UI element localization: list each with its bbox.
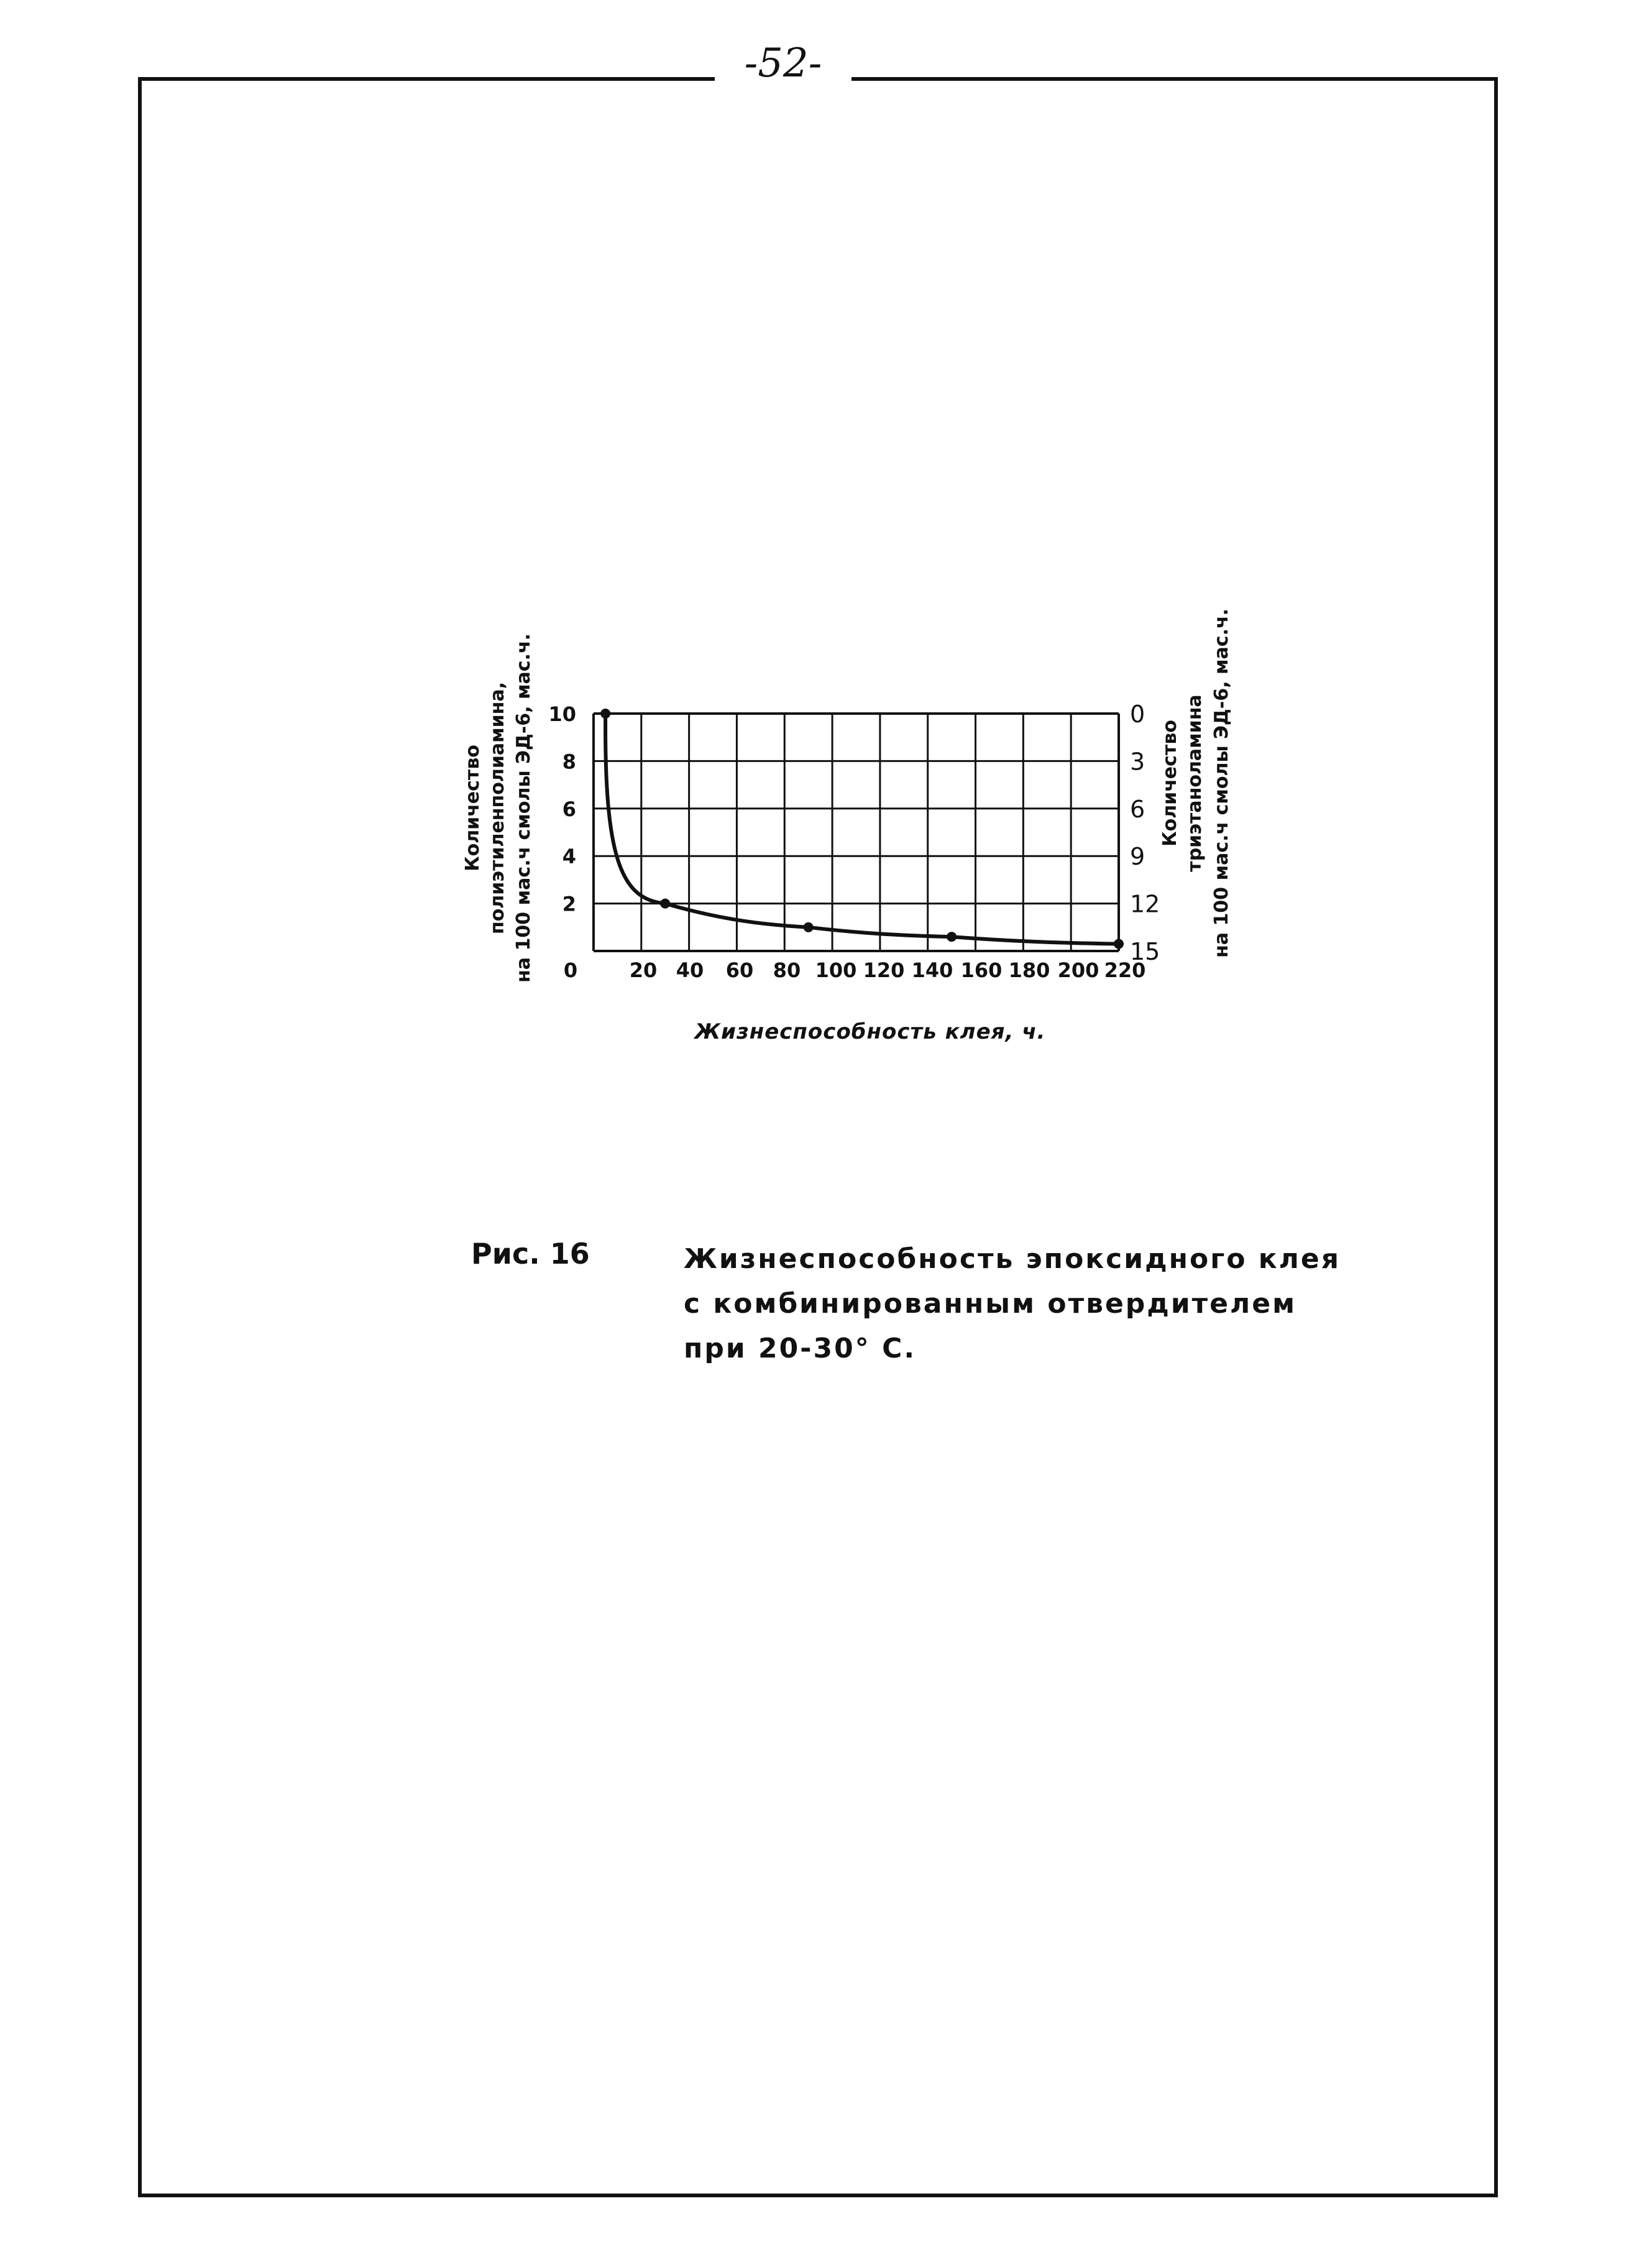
y-tick-label-left: 2: [562, 892, 576, 916]
y-tick-label-left: 4: [562, 845, 576, 869]
chart-axis-labels: [462, 609, 1232, 983]
y-tick-label-left: 10: [548, 702, 576, 726]
x-tick-label: 60: [725, 958, 754, 982]
y-axis-label-right: Количество: [1159, 720, 1181, 847]
chart-ticks: [548, 701, 1160, 982]
x-tick-label: 80: [773, 958, 801, 982]
y-axis-label-right: на 100 мас.ч смолы ЭД-6, мас.ч.: [1211, 609, 1232, 958]
x-tick-label: 160: [960, 958, 1003, 982]
page-number: -52-: [715, 44, 851, 83]
y-axis-label-right: триэтаноламина: [1184, 694, 1206, 872]
y-axis-label-left: Количество: [462, 745, 484, 871]
caption-line: Жизнеспособность эпоксидного клея: [684, 1243, 1341, 1275]
y-tick-label-left: 8: [562, 750, 576, 774]
x-tick-label: 100: [815, 958, 857, 982]
data-point: [1114, 939, 1124, 949]
y-tick-label-right: 0: [1130, 701, 1145, 728]
chart-grid: [594, 714, 1119, 951]
y-tick-label-left: 6: [562, 797, 576, 821]
caption-line: с комбинированным отвердителем: [684, 1288, 1297, 1320]
y-tick-label-right: 3: [1130, 748, 1145, 776]
x-tick-label: 20: [629, 958, 658, 982]
data-point: [600, 709, 610, 719]
x-axis-label: Жизнеспособность клея, ч.: [694, 1019, 1046, 1044]
y-axis-label-left: на 100 мас.ч смолы ЭД-6, мас.ч.: [513, 633, 535, 983]
x-tick-label: 140: [911, 958, 953, 982]
x-tick-label: 200: [1057, 958, 1099, 982]
x-tick-label: 180: [1008, 958, 1050, 982]
caption-line: при 20-30° С.: [684, 1333, 917, 1364]
y-tick-label-right: 9: [1130, 843, 1145, 871]
x-tick-label: 220: [1104, 958, 1146, 982]
data-point: [804, 922, 814, 932]
x-tick-label: 40: [676, 958, 704, 982]
data-point: [947, 932, 957, 942]
series-line: [605, 714, 1119, 944]
figure-caption: [684, 1237, 1367, 1371]
figure-number: Рис. 16: [471, 1237, 590, 1271]
x-tick-label: 120: [863, 958, 905, 982]
y-tick-label-right: 6: [1130, 795, 1145, 823]
data-point: [660, 899, 670, 909]
y-axis-label-left: полиэтиленполиамина,: [487, 681, 508, 935]
y-tick-label-right: 12: [1130, 890, 1160, 918]
chart-series: [600, 709, 1124, 949]
y-tick-label-right: 15: [1130, 938, 1160, 965]
x-tick-label: 0: [563, 958, 578, 982]
